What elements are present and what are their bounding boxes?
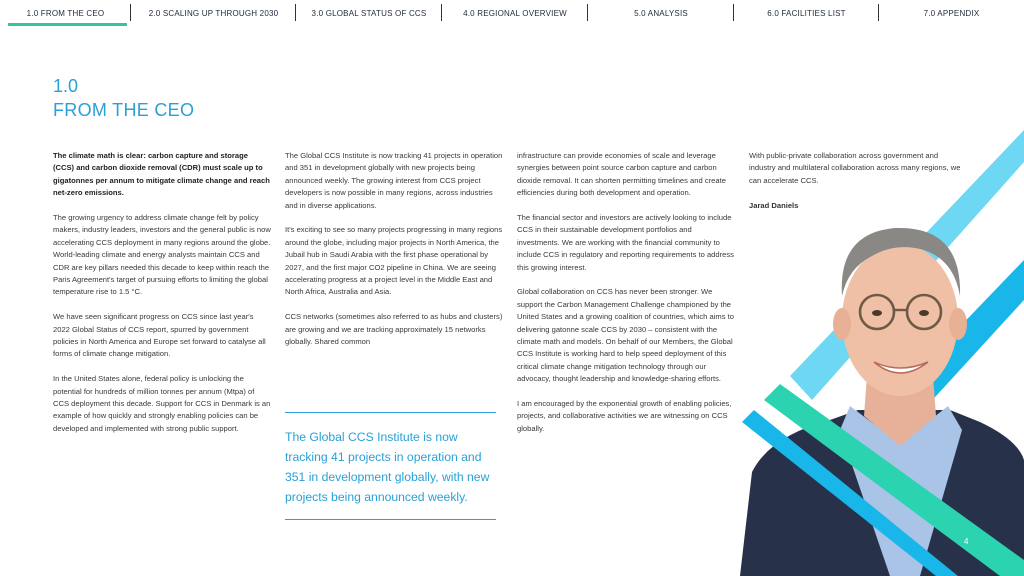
body-paragraph: With public-private collaboration across government and industry and multilateral collaboration across many regions, we can accelerate CCS. — [749, 151, 961, 185]
ear — [949, 308, 967, 340]
section-title: FROM THE CEO — [53, 100, 195, 120]
nav-tab-facilities-list[interactable] — [734, 0, 879, 26]
body-paragraph: The financial sector and investors are actively looking to include CCS in their sustainable development portfolios and investments. We are working with the financial community to include CCS in regulatory and reporting requirements to address this growing interest. — [517, 213, 734, 272]
body-paragraph: It's exciting to see so many projects progressing in many regions around the globe, including major projects in North America, the Jubail hub in Saudi Arabia with the first phase operational by 2027, and the first major CO2 pipeline in China. We are seeing accelerating progress at a project level in the Middle East and North Africa, Australia and Asia. — [285, 225, 503, 297]
ceo-portrait-image — [700, 100, 1024, 576]
nav-tab-label: 6.0 FACILITIES LIST — [767, 8, 846, 18]
nav-tab-scaling-up[interactable] — [131, 0, 296, 26]
nav-tab-global-status[interactable] — [296, 0, 442, 26]
body-paragraph: We have seen significant progress on CCS since last year's 2022 Global Status of CCS report, spurred by government policies in North America and Europe set forward to catalyse all forms of climate change mitigation. — [53, 312, 266, 359]
body-paragraph: The Global CCS Institute is now tracking 41 projects in operation and 351 in development globally with new projects being announced weekly. The growing interest from CCS project developers is now possible in many regions, across industries and in diverse applications. — [285, 151, 503, 210]
section-number: 1.0 — [53, 76, 79, 96]
nav-tab-regional-overview[interactable] — [442, 0, 588, 26]
ceo-signature: Jarad Daniels — [749, 200, 799, 210]
pull-quote-text: The Global CCS Institute is now tracking 41 projects in operation and 351 in development globally, with new projects being announced weekly. — [285, 430, 490, 504]
body-paragraph: I am encouraged by the exponential growth of enabling policies, projects, and collaborative activities we are witnessing on CCS globally. — [517, 399, 732, 433]
ear — [833, 308, 851, 340]
nav-tab-label: 5.0 ANALYSIS — [634, 8, 688, 18]
body-paragraph: The growing urgency to address climate change felt by policy makers, industry leaders, investors and the general public is now accelerating CCS deployment in many regions around the globe. World-leading climate and energy analysts maintain CCS and CDR are key pillars needed this decade to keep within reach the Paris Agreement's target of pursuing efforts to limiting the global temperature rise to 1.5 °C. — [53, 213, 271, 297]
nav-tab-label: 3.0 GLOBAL STATUS OF CCS — [311, 8, 427, 18]
nav-tab-label: 4.0 REGIONAL OVERVIEW — [463, 8, 567, 18]
text-column-1 — [53, 150, 271, 448]
nav-tab-analysis[interactable] — [588, 0, 734, 26]
body-paragraph: Global collaboration on CCS has never been stronger. We support the Carbon Management Challenge championed by the United States and a growing coalition of countries, which aims to delivering gatonne scale CCS by 2030 – consistent with the climate math and models. On behalf of our Members, the Global CCS Institute is working hard to help speed deployment of this critical climate change mitigation technology through our advocacy, thought leadership and knowledge-sharing efforts. — [517, 287, 734, 384]
nav-tab-appendix[interactable] — [879, 0, 1024, 26]
text-column-2 — [285, 150, 503, 361]
nav-tab-from-the-ceo[interactable] — [0, 0, 131, 26]
pull-quote — [285, 412, 496, 520]
body-paragraph: CCS networks (sometimes also referred to as hubs and clusters) are growing and we are tracking approximately 15 networks globally. Shared common — [285, 312, 503, 347]
nav-tab-label: 7.0 APPENDIX — [923, 8, 980, 18]
nav-tab-label: 1.0 FROM THE CEO — [26, 8, 105, 18]
nav-tab-label: 2.0 SCALING UP THROUGH 2030 — [148, 8, 279, 18]
body-paragraph: infrastructure can provide economies of scale and leverage synergies between point source carbon capture and carbon dioxide removal. It can shorten permitting timelines and create efficiencies during both development and operation. — [517, 151, 726, 198]
body-paragraph: In the United States alone, federal policy is unlocking the potential for hundreds of million tonnes per annum (Mtpa) of CCS deployment this decade. Support for CCS in Denmark is an example of how quickly and strongly enabling policies can be developed and implemented with strong public support. — [53, 374, 271, 433]
lead-paragraph: The climate math is clear: carbon capture and storage (CCS) and carbon dioxide removal (CDR) must scale up to gigatonnes per annum to mitigate climate change and reach net-zero emissions. — [53, 151, 270, 198]
top-navigation — [0, 0, 1024, 26]
page-number: 4 — [964, 537, 969, 546]
